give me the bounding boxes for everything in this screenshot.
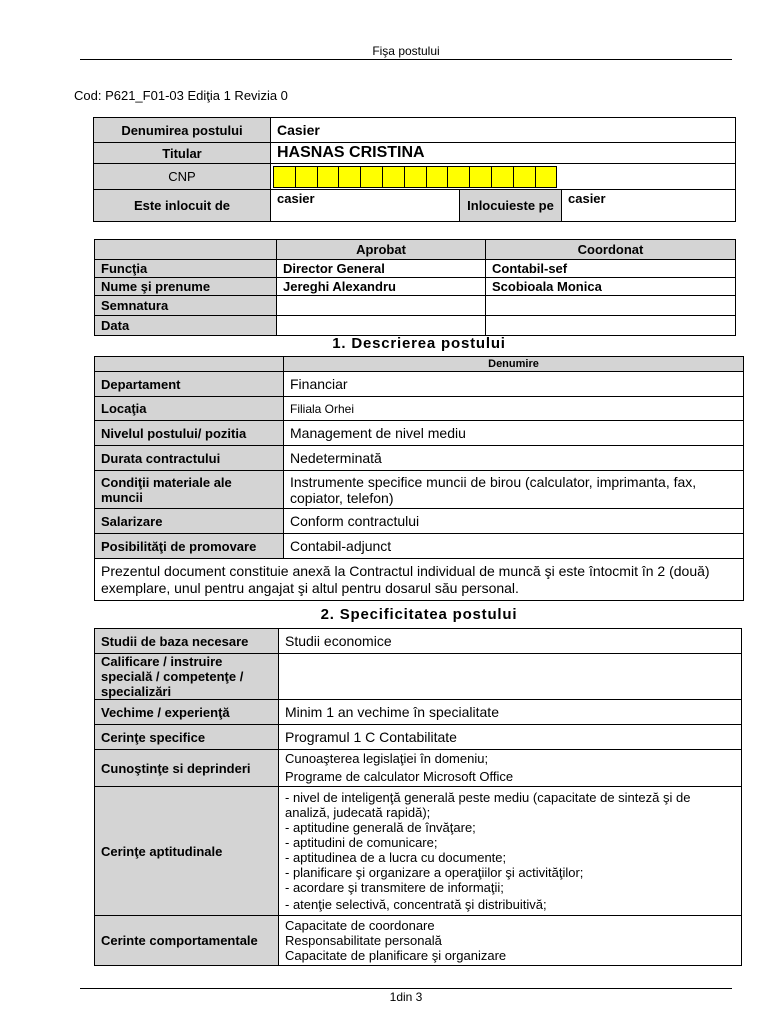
specific-requirements-label: Cerinţe specifice <box>95 725 279 750</box>
header-rule <box>80 59 732 60</box>
aptitude-item: - nivel de inteligenţă generală peste mediu (capacitate de sinteză şi de analiză, judecată rapidă); <box>285 790 691 820</box>
behavior-list <box>279 916 742 966</box>
description-row-label: Departament <box>95 372 284 397</box>
post-name-label: Denumirea postului <box>94 118 271 143</box>
knowledge-item: Programe de calculator Microsoft Office <box>285 769 514 784</box>
knowledge-list <box>279 750 742 787</box>
replaced-by-label: Este inlocuit de <box>94 190 271 222</box>
document-header-title: Fişa postului <box>372 44 440 58</box>
footer-rule <box>80 988 732 989</box>
aptitude-item: - aptitudini de comunicare; <box>285 835 438 850</box>
qualification-label: Calificare / instruire specială / competenţe / specializări <box>95 654 279 700</box>
knowledge-label: Cunoştinţe si deprinderi <box>95 750 279 787</box>
salary-value: Conform contractului <box>284 509 744 534</box>
replaces-value: casier <box>562 190 736 222</box>
description-table <box>94 356 744 601</box>
aptitude-item: - atenţie selectivă, concentrată şi distribuitivă; <box>285 897 547 912</box>
section2-title: 2. Specificitatea postului <box>320 606 518 623</box>
coordinated-column-header: Coordonat <box>486 240 736 260</box>
description-column-header: Denumire <box>284 357 744 372</box>
coordinated-date <box>486 316 736 336</box>
section1-title: 1. Descrierea postului <box>332 335 506 352</box>
approval-row-label: Data <box>95 316 277 336</box>
cnp-label: CNP <box>94 164 271 190</box>
coordinated-function: Contabil-sef <box>486 260 736 278</box>
experience-label: Vechime / experienţă <box>95 700 279 725</box>
aptitude-label: Cerinţe aptitudinale <box>95 787 279 916</box>
aptitude-item: - aptitudinea de a lucra cu documente; <box>285 850 507 865</box>
titular-label: Titular <box>94 143 271 164</box>
experience-value: Minim 1 an vechime în specialitate <box>279 700 742 725</box>
qualification-value <box>279 654 742 700</box>
approved-function: Director General <box>277 260 486 278</box>
post-name-value: Casier <box>271 118 736 143</box>
approved-signature <box>277 296 486 316</box>
aptitude-item: - planificare şi organizare a operaţiilor şi activităţilor; <box>285 865 584 880</box>
replaced-by-value: casier <box>271 190 460 222</box>
duration-value: Nedeterminată <box>284 446 744 471</box>
description-row-label: Nivelul postului/ pozitia <box>95 421 284 446</box>
knowledge-item: Cunoaşterea legislaţiei în domeniu; <box>285 751 489 766</box>
behavior-item: Capacitate de coordonare <box>285 918 435 933</box>
approval-row-label: Funcţia <box>95 260 277 278</box>
aptitude-list <box>279 787 742 916</box>
annex-note: Prezentul document constituie anexă la Contractul individual de muncă şi este întocmit în 2 (două) exemplare, unul pentru angajat şi altul pentru dosarul său personal. <box>95 559 744 601</box>
promotion-value: Contabil-adjunct <box>284 534 744 559</box>
replaces-label: Inlocuieste pe <box>460 190 562 222</box>
location-value: Filiala Orhei <box>284 397 744 421</box>
approval-row-label: Nume şi prenume <box>95 278 277 296</box>
approval-row-label: Semnatura <box>95 296 277 316</box>
description-row-label: Durata contractului <box>95 446 284 471</box>
specification-table <box>94 628 742 966</box>
coordinated-signature <box>486 296 736 316</box>
specific-requirements-value: Programul 1 C Contabilitate <box>279 725 742 750</box>
approval-table <box>94 239 736 336</box>
approved-column-header: Aprobat <box>277 240 486 260</box>
description-row-label: Locaţia <box>95 397 284 421</box>
level-value: Management de nivel mediu <box>284 421 744 446</box>
aptitude-item: - acordare şi transmitere de informaţii; <box>285 880 504 895</box>
coordinated-name: Scobioala Monica <box>486 278 736 296</box>
studies-label: Studii de baza necesare <box>95 629 279 654</box>
description-row-label: Condiţii materiale ale muncii <box>95 471 284 509</box>
conditions-value: Instrumente specifice muncii de birou (calculator, imprimanta, fax, copiator, telefon) <box>284 471 744 509</box>
approved-date <box>277 316 486 336</box>
description-row-label: Posibilităţi de promovare <box>95 534 284 559</box>
behavior-item: Responsabilitate personală <box>285 933 442 948</box>
aptitude-item: - aptitudine generală de învăţare; <box>285 820 476 835</box>
behavior-item: Capacitate de planificare şi organizare <box>285 948 507 963</box>
titular-value: HASNAS CRISTINA <box>271 143 736 164</box>
cnp-boxes <box>273 166 733 188</box>
identification-table <box>93 117 736 222</box>
description-row-label: Salarizare <box>95 509 284 534</box>
approved-name: Jereghi Alexandru <box>277 278 486 296</box>
studies-value: Studii economice <box>279 629 742 654</box>
page-number: 1din 3 <box>389 990 423 1004</box>
document-code: Cod: P621_F01-03 Ediţia 1 Revizia 0 <box>74 88 288 103</box>
department-value: Financiar <box>284 372 744 397</box>
behavior-label: Cerinte comportamentale <box>95 916 279 966</box>
